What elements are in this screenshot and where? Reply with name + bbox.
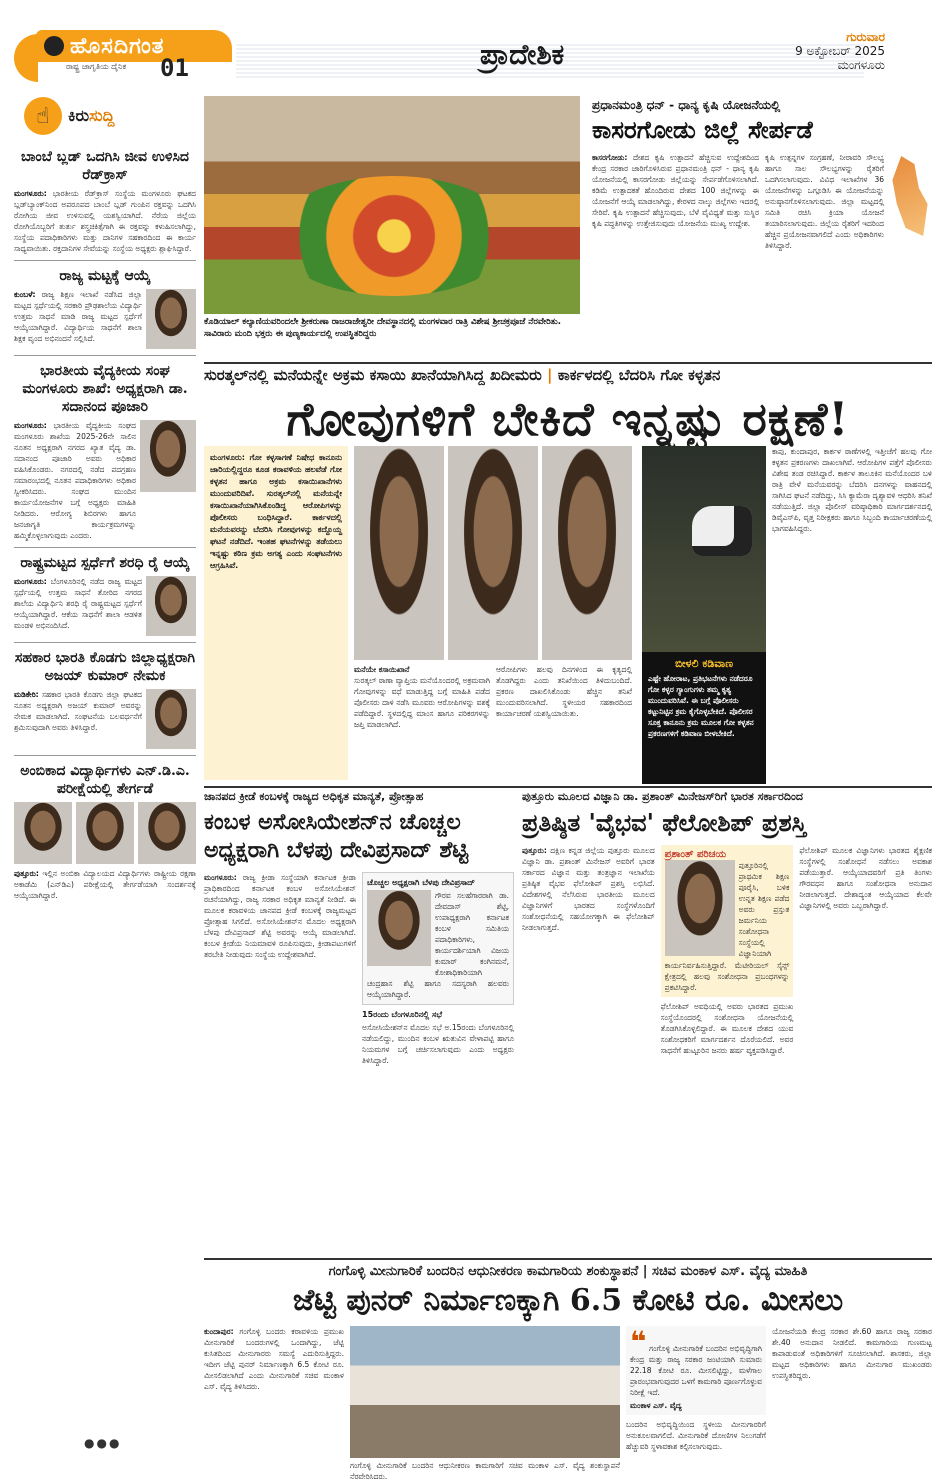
profile-title: ಪ್ರಶಾಂತ್ ಪರಿಚಯ [664, 849, 727, 860]
brief-title: ರಾಜ್ಯ ಮಟ್ಟಕ್ಕೆ ಆಯ್ಕೆ [59, 268, 151, 284]
brief-text: ಕುಂಬಳೆ: ರಾಜ್ಯ ಶಿಕ್ಷಣ ಇಲಾಖೆ ನಡೆಸಿದ ಜಿಲ್ಲಾ ಮಟ್ಟದ ಸ್ಪರ್ಧೆಯಲ್ಲಿ ಸರಕಾರಿ ಪ್ರೌಢಶಾಲೆಯ ವಿದ್ಯಾರ್ಥಿ ಉತ್ತಮ ಸಾಧನೆ ಮಾಡಿ ರಾಜ್ಯ ಮಟ್ಟದ ಸ್ಪರ್ಧೆಗೆ ಆಯ್ಕೆಯಾಗಿದ್ದಾರೆ. ವಿದ್ಯಾರ್ಥಿಯ ಸಾಧನೆಗೆ ಶಾಲಾ ಶಿಕ್ಷಕ ವೃಂದ ಅಭಿನಂದನೆ ಸಲ್ಲಿಸಿದೆ. [14, 290, 142, 343]
sub-head: ಮನೆಯೇ ಕಸಾಯಿಖಾನೆ [354, 665, 410, 674]
cow-theft-photo [642, 446, 766, 652]
logo-tagline: ರಾಷ್ಟ್ರ ಜಾಗೃತಿಯ ದೈನಿಕ [66, 62, 127, 71]
ground-breaking-photo [350, 1326, 620, 1458]
scientist-photo [665, 860, 735, 956]
story-kicker: ಗಂಗೊಳ್ಳಿ ಮೀನುಗಾರಿಕೆ ಬಂದರಿನ ಆಧುನೀಕರಣ ಕಾಮಗಾರಿಯ ಶಂಕುಸ್ಥಾಪನೆ | ಸಚಿವ ಮಂಕಾಳ ಎಸ್. ವೈದ್ಯ ಮಾಹಿತಿ [328, 1264, 808, 1279]
cow-icon [692, 506, 752, 556]
accused-photo [354, 446, 444, 660]
story-kicker: ಸುರತ್ಕಲ್‌ನಲ್ಲಿ ಮನೆಯನ್ನೇ ಅಕ್ರಮ ಕಸಾಯಿ ಖಾನೆಯಾಗಿಸಿದ್ದ ಖದೀಮರು | ಕಾರ್ಕಳದಲ್ಲಿ ಬೆದರಿಸಿ ಗೋ ಕಳ್ಳತನ [204, 366, 721, 384]
story-column: ಬಂದರಿನ ಅಭಿವೃದ್ಧಿಯಿಂದ ಸ್ಥಳೀಯ ಮೀನುಗಾರರಿಗೆ ಅನುಕೂಲವಾಗಲಿದೆ. ಮೀನುಗಾರಿಕೆ ದೋಣಿಗಳ ನಿಲುಗಡೆಗೆ ಹೆಚ್ಚುವರಿ ಸ್ಥಳಾವಕಾಶ ಕಲ್ಪಿಸಲಾಗುವುದು. [626, 1420, 766, 1451]
brief-title: ಭಾರತೀಯ ವೈದ್ಯಕೀಯ ಸಂಘ ಮಂಗಳೂರು ಶಾಖೆ: ಅಧ್ಯಕ್ಷರಾಗಿ ಡಾ. ಸದಾನಂದ ಪೂಜಾರಿ [22, 363, 188, 415]
brief-text: ಪುತ್ತೂರು: ಇಲ್ಲಿನ ಅಂಬಿಕಾ ವಿದ್ಯಾಲಯದ ವಿದ್ಯಾರ್ಥಿಗಳು ರಾಷ್ಟ್ರೀಯ ರಕ್ಷಣಾ ಅಕಾಡೆಮಿ (ಎನ್‌ಡಿಎ) ಪರೀಕ್ಷೆಯಲ್ಲಿ ತೇರ್ಗಡೆಯಾಗಿ ಸಂದರ್ಶನಕ್ಕೆ ಆಯ್ಕೆಯಾಗಿದ್ದಾರೆ. [14, 869, 196, 900]
quote-author: ಮಂಕಾಳ ಎಸ್. ವೈದ್ಯ [630, 1401, 682, 1410]
divider [14, 355, 196, 356]
logo-swoosh [14, 34, 38, 82]
main-area [204, 90, 933, 1481]
story-kasaragod[interactable] [592, 98, 932, 360]
brief-ima[interactable] [14, 362, 196, 541]
divider [14, 547, 196, 548]
divider [14, 642, 196, 643]
story-jetty[interactable] [204, 1264, 932, 1481]
student-photo [14, 802, 72, 864]
pointing-hand-icon: ☝ [24, 97, 62, 135]
temple-pooja-photo [204, 96, 580, 314]
student-photo [146, 576, 196, 636]
brief-text: ಮಂಗಳೂರು: ಬೆಂಗಳೂರಿನಲ್ಲಿ ನಡೆದ ರಾಜ್ಯ ಮಟ್ಟದ ಸ್ಪರ್ಧೆಯಲ್ಲಿ ಉತ್ತಮ ಸಾಧನೆ ತೋರಿದ ನಗರದ ಶಾಲೆಯ ವಿದ್ಯಾರ್ಥಿನಿ ಶರಧಿ ರೈ ರಾಷ್ಟ್ರಮಟ್ಟದ ಸ್ಪರ್ಧೆಗೆ ಆಯ್ಕೆಯಾಗಿದ್ದಾರೆ. ಆಕೆಯ ಸಾಧನೆಗೆ ಶಾಲಾ ಆಡಳಿತ ಮಂಡಳಿ ಅಭಿನಂದಿಸಿದೆ. [14, 577, 142, 630]
divider [204, 362, 932, 364]
story-column: ಫೆಲೋಶಿಪ್ ಅವಧಿಯಲ್ಲಿ ಅವರು ಭಾರತದ ಪ್ರಮುಖ ಸಂಸ್ಥೆಯೊಂದರಲ್ಲಿ ಸಂಶೋಧನಾ ಯೋಜನೆಯಲ್ಲಿ ತೊಡಗಿಸಿಕೊಳ್ಳಲಿದ್ದಾರೆ. ಈ ಮೂಲಕ ದೇಶದ ಯುವ ಸಂಶೋಧಕರಿಗೆ ಮಾರ್ಗದರ್ಶನ ದೊರೆಯಲಿದೆ. ಅವರ ಸಾಧನೆಗೆ ಹುಟ್ಟೂರಿನ ಜನರು ಹರ್ಷ ವ್ಯಕ್ತಪಡಿಸಿದ್ದಾರೆ. [660, 1002, 794, 1055]
date: 9 ಅಕ್ಟೋಬರ್ 2025 [795, 44, 885, 58]
brief-text: ಮಂಗಳೂರು: ಭಾರತೀಯ ರೆಡ್‌ಕ್ರಾಸ್ ಸಂಸ್ಥೆಯ ಮಂಗಳೂರು ಘಟಕದ ಬ್ಲಡ್‌ಬ್ಯಾಂಕ್‌ನಿಂದ ಅಪರೂಪದ ಬಾಂಬೆ ಬ್ಲಡ್ ಗುಂಪಿನ ರಕ್ತವನ್ನು ಒದಗಿಸಿ ರೋಗಿಯ ಜೀವ ಉಳಿಸುವಲ್ಲಿ ಯಶಸ್ವಿಯಾಗಿದೆ. ನೆರೆಯ ಜಿಲ್ಲೆಯ ರೋಗಿಯೊಬ್ಬರಿಗೆ ತುರ್ತು ಶಸ್ತ್ರಚಿಕಿತ್ಸೆಗಾಗಿ ಈ ರಕ್ತವನ್ನು ಕಳುಹಿಸಲಾಗಿದ್ದು, ಸಂಸ್ಥೆಯ ಪದಾಧಿಕಾರಿಗಳು ಮತ್ತು ದಾನಿಗಳ ಸಹಕಾರದಿಂದ ಈ ಕಾರ್ಯ ಸಾಧ್ಯವಾಯಿತು. ರಕ್ತದಾನಿಗಳ ಸೇವೆಯನ್ನು ಸಂಸ್ಥೆಯ ಅಧ್ಯಕ್ಷರು ಶ್ಲಾಘಿಸಿದ್ದಾರೆ. [14, 189, 197, 253]
page-number: 01 [160, 54, 189, 82]
divider [14, 755, 196, 756]
brief-title: ರಾಷ್ಟ್ರಮಟ್ಟದ ಸ್ಪರ್ಧೆಗೆ ಶರಧಿ ರೈ ಆಯ್ಕೆ [20, 555, 190, 571]
kirusuddi-label: ಕಿರುಸುದ್ದಿ [68, 106, 115, 125]
kirusuddi-header [14, 90, 196, 142]
brief-sahakara-bharati[interactable] [14, 649, 196, 749]
story-headline: ಕಂಬಳ ಅಸೋಸಿಯೇಶನ್‌ನ ಚೊಚ್ಚಲ ಅಧ್ಯಕ್ಷರಾಗಿ ಬೆಳಪು ದೇವಿಪ್ರಸಾದ್ ಶೆಟ್ಟಿ [204, 809, 469, 863]
box-text: ಎಷ್ಟೇ ಹೋರಾಟ, ಪ್ರತಿಭಟನೆಗಳು ನಡೆದರೂ ಗೋ ಕಳ್ಳರ ಗ್ಯಾಂಗುಗಳು ತಮ್ಮ ಕೃತ್ಯ ಮುಂದುವರಿಸಿವೆ. ಈ ಬಗ್ಗೆ ಪೊಲೀಸರು ಕಟ್ಟುನಿಟ್ಟಿನ ಕ್ರಮ ಕೈಗೊಳ್ಳಬೇಕಿದೆ. ಪೊಲೀಸರ ಸೂಕ್ತ ಕಾನೂನು ಕ್ರಮ ಮೂಲಕ ಗೋ ಕಳ್ಳತನ ಪ್ರಕರಣಗಳಿಗೆ ಕಡಿವಾಣ ಬೀಳಬೇಕಿದೆ. [648, 674, 754, 738]
doctor-photo [140, 420, 196, 492]
story-headline: ಪ್ರತಿಷ್ಠಿತ 'ವೈಭವ' ಫೆಲೋಶಿಪ್ ಪ್ರಶಸ್ತಿ [522, 808, 807, 837]
briefs-column [14, 90, 196, 1460]
story-vaibhav-fellowship[interactable] [522, 790, 932, 1250]
editorial-box [642, 652, 766, 784]
story-column: ಯೋಜನೆಯಡಿ ಕೇಂದ್ರ ಸರಕಾರ ಶೇ.60 ಹಾಗೂ ರಾಜ್ಯ ಸರಕಾರ ಶೇ.40 ಅನುದಾನ ನೀಡಲಿದೆ. ಕಾಮಗಾರಿಯ ಗುಣಮಟ್ಟ ಕಾಪಾಡುವಂತೆ ಅಧಿಕಾರಿಗಳಿಗೆ ಸೂಚಿಸಲಾಗಿದೆ. ಶಾಸಕರು, ಜಿಲ್ಲಾ ಮಟ್ಟದ ಅಧಿಕಾರಿಗಳು ಹಾಗೂ ಮೀನುಗಾರ ಮುಖಂಡರು ಉಪಸ್ಥಿತರಿದ್ದರು. [772, 1327, 932, 1380]
profile-box: ಪ್ರಶಾಂತ್ ಪರಿಚಯ ಪುತ್ತೂರಿನಲ್ಲಿ ಪ್ರಾಥಮಿಕ ಶಿಕ್ಷಣ ಪೂರೈಸಿ, ಬಳಿಕ ಉನ್ನತ ಶಿಕ್ಷಣ ಪಡೆದ ಅವರು ಪ್ರಸ್ತುತ ಜರ್ಮನಿಯ ಸಂಶೋಧನಾ ಸಂಸ್ಥೆಯಲ್ಲಿ ವಿಜ್ಞಾನಿಯಾಗಿ ಕಾರ್ಯನಿರ್ವಹಿಸುತ್ತಿದ್ದಾರೆ. ಮೆಟೀರಿಯಲ್ ಸೈನ್ಸ್ ಕ್ಷೇತ್ರದಲ್ಲಿ ಹಲವು ಸಂಶೋಧನಾ ಪ್ರಬಂಧಗಳನ್ನು ಪ್ರಕಟಿಸಿದ್ದಾರೆ. [661, 845, 794, 997]
story-column: ಕೃಷಿ ಉತ್ಪನ್ನಗಳ ಸಂಗ್ರಹಣೆ, ನೀರಾವರಿ ಸೌಲಭ್ಯ ಹಾಗೂ ಸಾಲ ಸೌಲಭ್ಯಗಳನ್ನು ರೈತರಿಗೆ ಒದಗಿಸಲಾಗುವುದು. ವಿವಿಧ ಇಲಾಖೆಗಳ 36 ಯೋಜನೆಗಳನ್ನು ಒಗ್ಗೂಡಿಸಿ ಈ ಯೋಜನೆಯನ್ನು ಅನುಷ್ಠಾನಗೊಳಿಸಲಾಗುವುದು. ಜಿಲ್ಲಾ ಮಟ್ಟದಲ್ಲಿ ಸಮಿತಿ ರಚಿಸಿ ಕ್ರಿಯಾ ಯೋಜನೆ ತಯಾರಿಸಲಾಗುವುದು. ಜಿಲ್ಲೆಯ ರೈತರಿಗೆ ಇದರಿಂದ ಹೆಚ್ಚಿನ ಪ್ರಯೋಜನವಾಗಲಿದೆ ಎಂದು ಅಧಿಕಾರಿಗಳು ತಿಳಿಸಿದ್ದಾರೆ. [765, 152, 932, 251]
quote-mark-icon: ❝ [630, 1325, 647, 1358]
brief-title: ಅಂಬಿಕಾದ ವಿದ್ಯಾರ್ಥಿಗಳು ಎನ್.ಡಿ.ಎ. ಪರೀಕ್ಷೆಯಲ್ಲಿ ತೇರ್ಗಡೆ [20, 763, 190, 797]
story-kambala[interactable] [204, 790, 514, 1250]
story-kicker: ಪ್ರಧಾನಮಂತ್ರಿ ಧನ್ - ಧಾನ್ಯ ಕೃಷಿ ಯೋಜನೆಯಲ್ಲಿ [592, 98, 781, 112]
brief-text: ಮಂಗಳೂರು: ಭಾರತೀಯ ವೈದ್ಯಕೀಯ ಸಂಘದ ಮಂಗಳೂರು ಶಾಖೆಯ 2025-26ನೇ ಸಾಲಿನ ನೂತನ ಅಧ್ಯಕ್ಷರಾಗಿ ನಗರದ ಖ್ಯಾತ ವೈದ್ಯ ಡಾ. ಸದಾನಂದ ಪೂಜಾರಿ ಅವರು ಅಧಿಕಾರ ವಹಿಸಿಕೊಂಡರು. ನಗರದಲ್ಲಿ ನಡೆದ ಪದಗ್ರಹಣ ಸಮಾರಂಭದಲ್ಲಿ ನೂತನ ಪದಾಧಿಕಾರಿಗಳು ಅಧಿಕಾರ ಸ್ವೀಕರಿಸಿದರು. ಸಂಘದ ಮುಂದಿನ ಕಾರ್ಯಯೋಜನೆಗಳ ಬಗ್ಗೆ ಅಧ್ಯಕ್ಷರು ಮಾಹಿತಿ ನೀಡಿದರು. ಆರೋಗ್ಯ ಶಿಬಿರಗಳು ಹಾಗೂ ಜನಜಾಗೃತಿ ಕಾರ್ಯಕ್ರಮಗಳನ್ನು ಹಮ್ಮಿಕೊಳ್ಳಲಾಗುವುದು ಎಂದರು. [14, 421, 136, 540]
accused-photo [542, 446, 632, 660]
logo-emblem-icon [44, 36, 64, 56]
story-kicker: ಪುತ್ತೂರು ಮೂಲದ ವಿಜ್ಞಾನಿ ಡಾ. ಪ್ರಶಾಂತ್ ಮಿನೇಜಸ್‌ರಿಗೆ ಭಾರತ ಸರ್ಕಾರದಿಂದ [522, 790, 803, 803]
brief-title: ಸಹಕಾರ ಭಾರತಿ ಕೊಡಗು ಜಿಲ್ಲಾಧ್ಯಕ್ಷರಾಗಿ ಅಜಯ್ ಕುಮಾರ್ ನೇಮಕ [14, 650, 196, 684]
city: ಮಂಗಳೂರು [837, 58, 885, 72]
weekday: ಗುರುವಾರ [846, 30, 885, 44]
story-headline: ಜೆಟ್ಟಿ ಪುನರ್ ನಿರ್ಮಾಣಕ್ಕಾಗಿ 6.5 ಕೋಟಿ ರೂ. ಮೀಸಲು [292, 1283, 844, 1318]
student-photo [76, 802, 134, 864]
temple-photo-caption: ಕೊಡಿಯಾಲ್ ಕಲ್ಯಾಣಿಯವರಿಂದಲೇ ಶ್ರೀಕರುಣಾ ರಾಜರಾಜೇಶ್ವರೀ ದೇವಸ್ಥಾನದಲ್ಲಿ ಮಂಗಳವಾರ ರಾತ್ರಿ ವಿಶೇಷ ಶ್ರೀಚಕ್ರಪೂಜೆ ನೆರವೇರಿತು. ಸಾವಿರಾರು ಮಂದಿ ಭಕ್ತರು ಈ ಪುಣ್ಯಕಾರ್ಯದಲ್ಲಿ ಉಪಸ್ಥಿತರಿದ್ದರು [204, 317, 561, 339]
story-column: ಕಾಸರಗೋಡು: ದೇಶದ ಕೃಷಿ ಉತ್ಪಾದನೆ ಹೆಚ್ಚಿಸುವ ಉದ್ದೇಶದಿಂದ ಕೇಂದ್ರ ಸರಕಾರ ಜಾರಿಗೊಳಿಸಿರುವ ಪ್ರಧಾನಮಂತ್ರಿ ಧನ್ - ಧಾನ್ಯ ಕೃಷಿ ಯೋಜನೆಯಲ್ಲಿ ಕಾಸರಗೋಡು ಜಿಲ್ಲೆಯನ್ನು ಸೇರ್ಪಡೆಗೊಳಿಸಲಾಗಿದೆ. ಕಡಿಮೆ ಉತ್ಪಾದಕತೆ ಹೊಂದಿರುವ ದೇಶದ 100 ಜಿಲ್ಲೆಗಳನ್ನು ಈ ಯೋಜನೆಗೆ ಆಯ್ಕೆ ಮಾಡಲಾಗಿದ್ದು, ಕೇರಳದ ನಾಲ್ಕು ಜಿಲ್ಲೆಗಳು ಇದರಲ್ಲಿ ಸೇರಿವೆ. ಕೃಷಿ ಉತ್ಪಾದನೆ ಹೆಚ್ಚಿಸುವುದು, ಬೆಳೆ ವೈವಿಧ್ಯತೆ ಮತ್ತು ಸುಸ್ಥಿರ ಕೃಷಿ ಪದ್ಧತಿಗಳನ್ನು ಉತ್ತೇಜಿಸುವುದು ಯೋಜನೆಯ ಮುಖ್ಯ ಉದ್ದೇಶ. [592, 153, 759, 228]
story-column: ಫೆಲೋಶಿಪ್ ಮೂಲಕ ವಿಜ್ಞಾನಿಗಳು ಭಾರತದ ಶೈಕ್ಷಣಿಕ ಸಂಸ್ಥೆಗಳಲ್ಲಿ ಸಂಶೋಧನೆ ನಡೆಸಲು ಅವಕಾಶ ಪಡೆಯುತ್ತಾರೆ. ಆಯ್ಕೆಯಾದವರಿಗೆ ಪ್ರತಿ ತಿಂಗಳು ಗೌರವಧನ ಹಾಗೂ ಸಂಶೋಧನಾ ಅನುದಾನ ನೀಡಲಾಗುತ್ತದೆ. ದೇಶಾದ್ಯಂತ ಆಯ್ಕೆಯಾದ ಕೆಲವೇ ವಿಜ್ಞಾನಿಗಳಲ್ಲಿ ಅವರು ಒಬ್ಬರಾಗಿದ್ದಾರೆ. [799, 846, 933, 910]
masthead [0, 0, 945, 88]
kerala-map-icon [888, 156, 932, 236]
brief-title: ಬಾಂಬೆ ಬ್ಲಡ್ ಒದಗಿಸಿ ಜೀವ ಉಳಿಸಿದ ರೆಡ್‌ಕ್ರಾಸ್ [21, 149, 189, 183]
story-headline[interactable]: ಗೋವುಗಳಿಗೆ ಬೇಕಿದೆ ಇನ್ನಷ್ಟು ರಕ್ಷಣೆ! [286, 392, 850, 446]
dateline [795, 30, 885, 72]
student-photo [138, 802, 196, 864]
section-title: ಪ್ರಾದೇಶಿಕ [480, 38, 565, 71]
quote-box: ❝ ಗಂಗೊಳ್ಳಿ ಮೀನುಗಾರಿಕೆ ಬಂದರಿನ ಅಭಿವೃದ್ಧಿಗಾಗಿ ಕೇಂದ್ರ ಮತ್ತು ರಾಜ್ಯ ಸರಕಾರ ಜಂಟಿಯಾಗಿ ಸುಮಾರು 22.18 ಕೋಟಿ ರೂ. ಮೀಸಲಿಟ್ಟಿದ್ದು, ಮಳೆಗಾಲ ಪ್ರಾರಂಭವಾಗುವುದರ ಒಳಗೆ ಕಾಮಗಾರಿ ಪೂರ್ಣಗೊಳ್ಳುವ ನಿರೀಕ್ಷೆ ಇದೆ. ಮಂಕಾಳ ಎಸ್. ವೈದ್ಯ [626, 1326, 766, 1415]
story-column: ಕುಂದಾಪುರ: ಗಂಗೊಳ್ಳಿ ಬಂದರು ಕರಾವಳಿಯ ಪ್ರಮುಖ ಮೀನುಗಾರಿಕೆ ಬಂದರುಗಳಲ್ಲಿ ಒಂದಾಗಿದ್ದು, ಜೆಟ್ಟಿ ಕುಸಿತದಿಂದ ಮೀನುಗಾರರು ಸಮಸ್ಯೆ ಎದುರಿಸುತ್ತಿದ್ದರು. ಇದೀಗ ಜೆಟ್ಟಿ ಪುನರ್ ನಿರ್ಮಾಣಕ್ಕಾಗಿ 6.5 ಕೋಟಿ ರೂ. ಮೀಸಲಿಡಲಾಗಿದೆ ಎಂದು ಮೀನುಗಾರಿಕೆ ಸಚಿವ ಮಂಕಾಳ ಎಸ್. ವೈದ್ಯ ತಿಳಿಸಿದರು. [204, 1327, 344, 1391]
story-column: ಪುತ್ತೂರು: ದಕ್ಷಿಣ ಕನ್ನಡ ಜಿಲ್ಲೆಯ ಪುತ್ತೂರು ಮೂಲದ ವಿಜ್ಞಾನಿ ಡಾ. ಪ್ರಶಾಂತ್ ಮಿನೇಜಸ್ ಅವರಿಗೆ ಭಾರತ ಸರ್ಕಾರದ ವಿಜ್ಞಾನ ಮತ್ತು ತಂತ್ರಜ್ಞಾನ ಇಲಾಖೆಯ ಪ್ರತಿಷ್ಠಿತ ವೈಭವ ಫೆಲೋಶಿಪ್ ಪ್ರಶಸ್ತಿ ಲಭಿಸಿದೆ. ವಿದೇಶಗಳಲ್ಲಿ ನೆಲೆಸಿರುವ ಭಾರತೀಯ ಮೂಲದ ವಿಜ್ಞಾನಿಗಳಿಗೆ ಭಾರತದ ಸಂಸ್ಥೆಗಳೊಂದಿಗೆ ಸಂಶೋಧನೆಯಲ್ಲಿ ಸಹಯೋಗಕ್ಕಾಗಿ ಈ ಫೆಲೋಶಿಪ್ ನೀಡಲಾಗುತ್ತದೆ. [522, 846, 655, 932]
brief-bombay-blood[interactable] [14, 148, 196, 254]
story-kicker: ಜಾನಪದ ಕ್ರೀಡೆ ಕಂಬಳಕ್ಕೆ ರಾಜ್ಯದ ಅಧಿಕೃತ ಮಾನ್ಯತೆ, ಪ್ರೋತ್ಸಾಹ [204, 790, 424, 803]
president-photo [367, 890, 431, 966]
footer-dots: ●●● [84, 1436, 122, 1450]
office-bearers-box: ಚೊಚ್ಚಲ ಅಧ್ಯಕ್ಷರಾಗಿ ಬೆಳಪು ದೇವಿಪ್ರಸಾದ್ ಗೌರವ ಸಲಹೆಗಾರರಾಗಿ ಡಾ. ದೇವದಾಸ್ ಶೆಟ್ಟಿ, ಉಪಾಧ್ಯಕ್ಷರಾಗಿ ಕರ್ನಾಟಕ ಕಂಬಳ ಸಮಿತಿಯ ಪದಾಧಿಕಾರಿಗಳು, ಕಾರ್ಯದರ್ಶಿಯಾಗಿ ವಿಜಯ ಕುಮಾರ್ ಕಂಗಿನಮನೆ, ಕೋಶಾಧಿಕಾರಿಯಾಗಿ ಚಂದ್ರಹಾಸ ಶೆಟ್ಟಿ ಹಾಗೂ ಸದಸ್ಯರಾಗಿ ಹಲವರು ಆಯ್ಕೆಯಾಗಿದ್ದಾರೆ. [362, 872, 514, 1005]
divider [204, 1258, 932, 1260]
accused-photo [448, 446, 538, 660]
story-headline: ಕಾಸರಗೋಡು ಜಿಲ್ಲೆ ಸೇರ್ಪಡೆ [592, 115, 813, 144]
story-column: ಮಂಗಳೂರು: ರಾಜ್ಯ ಕ್ರೀಡಾ ಸಂಸ್ಥೆಯಾಗಿ ಕರ್ನಾಟಕ ಕ್ರೀಡಾ ಪ್ರಾಧಿಕಾರದಿಂದ ಕರ್ನಾಟಕ ಕಂಬಳ ಅಸೋಸಿಯೇಶನ್ ರಚನೆಯಾಗಿದ್ದು, ರಾಜ್ಯ ಸರಕಾರ ಅಧಿಕೃತ ಮಾನ್ಯತೆ ನೀಡಿದೆ. ಈ ಮೂಲಕ ಕರಾವಳಿಯ ಜಾನಪದ ಕ್ರೀಡೆ ಕಂಬಳಕ್ಕೆ ರಾಜ್ಯಮಟ್ಟದ ಪ್ರೋತ್ಸಾಹ ಸಿಗಲಿದೆ. ಅಸೋಸಿಯೇಶನ್‌ನ ಮೊದಲ ಅಧ್ಯಕ್ಷರಾಗಿ ಬೆಳಪು ದೇವಿಪ್ರಸಾದ್ ಶೆಟ್ಟಿ ಅವರನ್ನು ಆಯ್ಕೆ ಮಾಡಲಾಗಿದೆ. ಕಂಬಳ ಕ್ರೀಡೆಯ ನಿಯಮಾವಳಿ ರೂಪಿಸುವುದು, ಕ್ರೀಡಾಪಟುಗಳಿಗೆ ತರಬೇತಿ ನೀಡುವುದು ಸಂಸ್ಥೆಯ ಉದ್ದೇಶವಾಗಿದೆ. [204, 873, 356, 959]
newspaper-logo [36, 30, 232, 86]
photo-caption: ಗಂಗೊಳ್ಳಿ ಮೀನುಗಾರಿಕೆ ಬಂದರಿನ ಆಧುನೀಕರಣ ಕಾಮಗಾರಿಗೆ ಸಚಿವ ಮಂಕಾಳ ಎಸ್. ವೈದ್ಯ ಶಂಕುಸ್ಥಾಪನೆ ನೆರವೇರಿಸಿದರು. [350, 1461, 620, 1481]
brief-text: ಮಡಿಕೇರಿ: ಸಹಕಾರ ಭಾರತಿ ಕೊಡಗು ಜಿಲ್ಲಾ ಘಟಕದ ನೂತನ ಅಧ್ಯಕ್ಷರಾಗಿ ಅಜಯ್ ಕುಮಾರ್ ಅವರನ್ನು ನೇಮಕ ಮಾಡಲಾಗಿದೆ. ಸಂಘಟನೆಯ ಬಲವರ್ಧನೆಗೆ ಶ್ರಮಿಸುವುದಾಗಿ ಅವರು ತಿಳಿಸಿದ್ದಾರೆ. [14, 690, 142, 732]
box-title: ಬೀಳಲಿ ಕಡಿವಾಣ [675, 657, 733, 670]
brief-state-level[interactable] [14, 267, 196, 349]
student-photo [146, 289, 196, 349]
box-title: ಚೊಚ್ಚಲ ಅಧ್ಯಕ್ಷರಾಗಿ ಬೆಳಪು ದೇವಿಪ್ರಸಾದ್ [367, 878, 475, 887]
story-column: ಕಾಪು, ಕುಂದಾಪುರ, ಕಾರ್ಕಳ ಠಾಣೆಗಳಲ್ಲಿ ಇತ್ತೀಚೆಗೆ ಹಲವು ಗೋ ಕಳ್ಳತನ ಪ್ರಕರಣಗಳು ದಾಖಲಾಗಿವೆ. ಆರೋಪಿಗಳ ಪತ್ತೆಗೆ ಪೊಲೀಸರು ವಿಶೇಷ ತಂಡ ರಚಿಸಿದ್ದಾರೆ. ಕಾರ್ಕಳ ತಾಲೂಕಿನ ಮನೆಯೊಂದರ ಬಳಿ ರಾತ್ರಿ ವೇಳೆ ಮನೆಯವರನ್ನು ಬೆದರಿಸಿ ದನಗಳನ್ನು ವಾಹನದಲ್ಲಿ ಸಾಗಿಸಿದ ಘಟನೆ ನಡೆದಿದ್ದು, ಸಿಸಿ ಕ್ಯಾಮೆರಾ ದೃಶ್ಯಾವಳಿ ಆಧರಿಸಿ ತನಿಖೆ ನಡೆಯುತ್ತಿದೆ. ಜಿಲ್ಲಾ ಪೊಲೀಸ್ ವರಿಷ್ಠಾಧಿಕಾರಿ ಮಾರ್ಗದರ್ಶನದಲ್ಲಿ ಡಿವೈಎಸ್‌ಪಿ, ವೃತ್ತ ನಿರೀಕ್ಷಕರು ಹಾಗೂ ಸಿಬ್ಬಂದಿ ಕಾರ್ಯಾಚರಣೆಯಲ್ಲಿ ಭಾಗವಹಿಸಿದ್ದರು. [772, 447, 932, 533]
story-summary-box: ಮಂಗಳೂರು: ಗೋ ಕಳ್ಳಸಾಗಣೆ ನಿಷೇಧ ಕಾನೂನು ಜಾರಿಯಲ್ಲಿದ್ದರೂ ಕೂಡ ಕರಾವಳಿಯ ಹಲವೆಡೆ ಗೋ ಕಳ್ಳತನ ಹಾಗೂ ಅಕ್ರಮ ಕಸಾಯಿಖಾನೆಗಳು ಮುಂದುವರಿದಿವೆ. ಸುರತ್ಕಲ್‌ನಲ್ಲಿ ಮನೆಯನ್ನೇ ಕಸಾಯಿಖಾನೆಯಾಗಿಸಿಕೊಂಡಿದ್ದ ಆರೋಪಿಗಳನ್ನು ಪೊಲೀಸರು ಬಂಧಿಸಿದ್ದಾರೆ. ಕಾರ್ಕಳದಲ್ಲಿ ಮನೆಯವರನ್ನು ಬೆದರಿಸಿ ಗೋವುಗಳನ್ನು ಕದ್ದೊಯ್ದ ಘಟನೆ ನಡೆದಿದೆ. ಇಂತಹ ಘಟನೆಗಳನ್ನು ತಡೆಯಲು ಇನ್ನಷ್ಟು ಕಠಿಣ ಕ್ರಮ ಅಗತ್ಯ ಎಂದು ಸಂಘಟನೆಗಳು ಆಗ್ರಹಿಸಿವೆ. [204, 446, 348, 780]
person-photo [146, 689, 196, 749]
sub-head: 15ರಂದು ಬೆಂಗಳೂರಿನಲ್ಲಿ ಸಭೆ [362, 1010, 443, 1019]
story-column: ಅಸೋಸಿಯೇಶನ್‌ನ ಮೊದಲ ಸಭೆ ಅ.15ರಂದು ಬೆಂಗಳೂರಿನಲ್ಲಿ ನಡೆಯಲಿದ್ದು, ಮುಂದಿನ ಕಂಬಳ ಋತುವಿನ ವೇಳಾಪಟ್ಟಿ ಹಾಗೂ ನಿಯಮಗಳ ಬಗ್ಗೆ ಚರ್ಚಿಸಲಾಗುವುದು ಎಂದು ಅಧ್ಯಕ್ಷರು ತಿಳಿಸಿದ್ದಾರೆ. [362, 1023, 514, 1065]
brief-nda[interactable] [14, 762, 196, 901]
accused-photos [354, 446, 632, 660]
flower-rangoli [274, 176, 514, 296]
logo-text: ಹೊಸದಿಗಂತ [70, 33, 165, 59]
brief-national-level[interactable] [14, 554, 196, 636]
story-body: ಮನೆಯೇ ಕಸಾಯಿಖಾನೆ ಸುರತ್ಕಲ್ ಠಾಣಾ ವ್ಯಾಪ್ತಿಯ ಮನೆಯೊಂದರಲ್ಲಿ ಅಕ್ರಮವಾಗಿ ಗೋವುಗಳನ್ನು ವಧೆ ಮಾಡುತ್ತಿದ್ದ ಬಗ್ಗೆ ಮಾಹಿತಿ ಪಡೆದ ಪೊಲೀಸರು ದಾಳಿ ನಡೆಸಿ ಮೂವರು ಆರೋಪಿಗಳನ್ನು ವಶಕ್ಕೆ ಪಡೆದಿದ್ದಾರೆ. ಸ್ಥಳದಲ್ಲಿದ್ದ ಮಾಂಸ ಹಾಗೂ ಪರಿಕರಗಳನ್ನು ಜಪ್ತಿ ಮಾಡಲಾಗಿದೆ. ಆರೋಪಿಗಳು ಹಲವು ದಿನಗಳಿಂದ ಈ ಕೃತ್ಯದಲ್ಲಿ ತೊಡಗಿದ್ದರು ಎಂದು ತನಿಖೆಯಿಂದ ತಿಳಿದುಬಂದಿದೆ. ಪ್ರಕರಣ ದಾಖಲಿಸಿಕೊಂಡು ಹೆಚ್ಚಿನ ತನಿಖೆ ಮುಂದುವರಿಸಲಾಗಿದೆ. ಸ್ಥಳೀಯರ ಸಹಕಾರದಿಂದ ಕಾರ್ಯಾಚರಣೆ ಯಶಸ್ವಿಯಾಯಿತು. [354, 665, 632, 729]
divider [204, 786, 932, 788]
divider [14, 260, 196, 261]
